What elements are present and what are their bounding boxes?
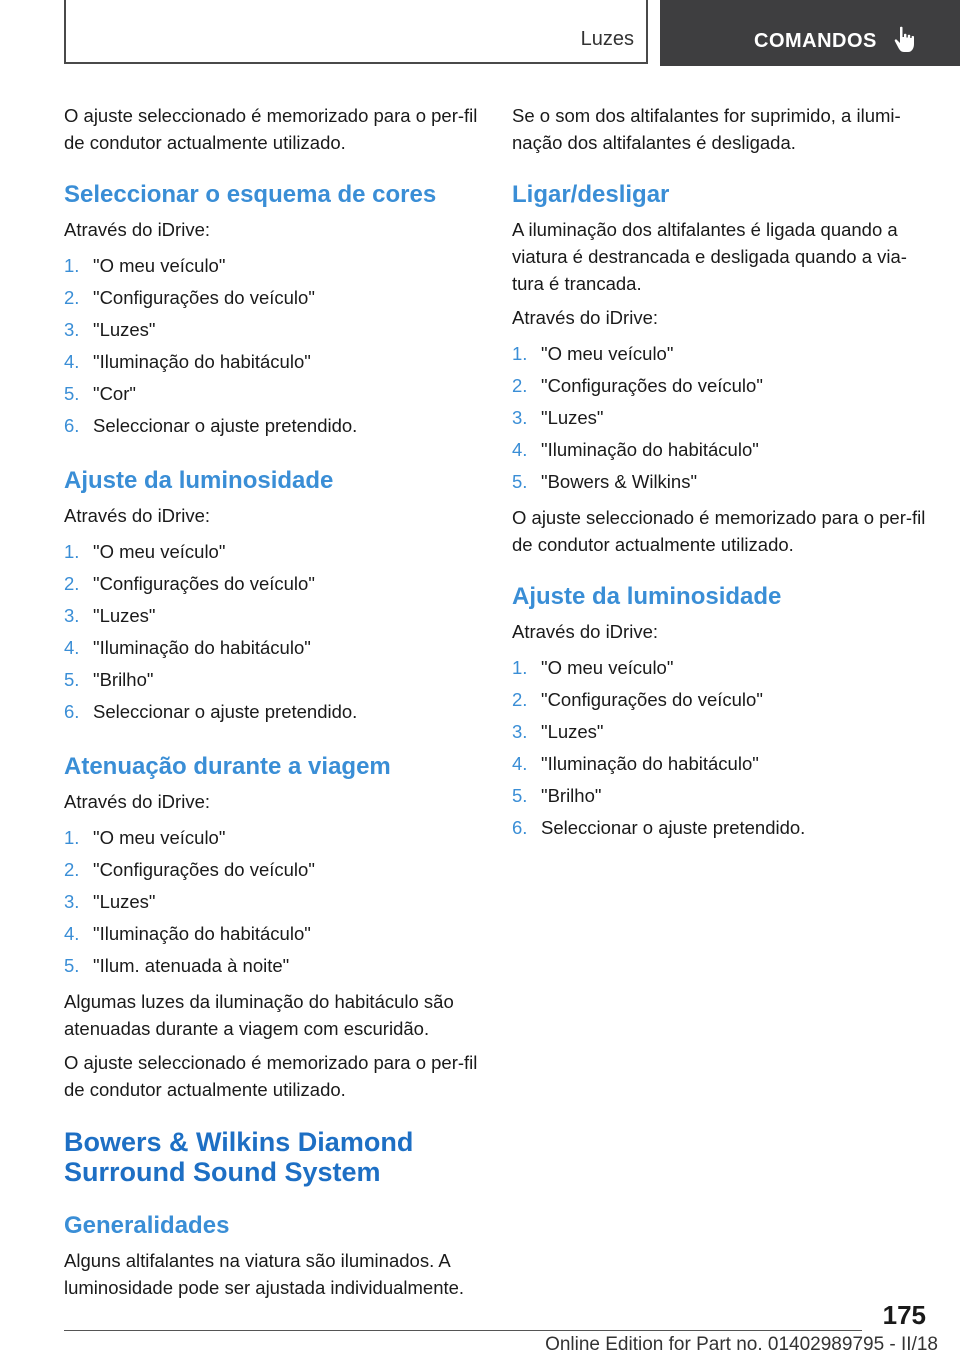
step-text: "Iluminação do habitáculo" bbox=[93, 351, 311, 372]
step-text: "Ilum. atenuada à noite" bbox=[93, 955, 290, 976]
step-number: 2. bbox=[64, 287, 80, 308]
step-item bbox=[512, 780, 926, 812]
on-off-steps bbox=[512, 338, 926, 498]
step-number: 3. bbox=[64, 319, 80, 340]
step-text: "Luzes" bbox=[541, 407, 604, 428]
step-text: "Luzes" bbox=[93, 891, 156, 912]
step-number: 5. bbox=[64, 669, 80, 690]
step-number: 5. bbox=[64, 955, 80, 976]
step-text: "Luzes" bbox=[93, 605, 156, 626]
step-text: "O meu veículo" bbox=[541, 657, 674, 678]
step-text: Seleccionar o ajuste pretendido. bbox=[93, 415, 358, 436]
step-text: "Cor" bbox=[93, 383, 136, 404]
step-number: 2. bbox=[64, 573, 80, 594]
step-item bbox=[64, 568, 478, 600]
step-number: 6. bbox=[64, 415, 80, 436]
on-off-lead: Através do iDrive: bbox=[512, 307, 658, 328]
step-item bbox=[64, 918, 478, 950]
step-text: "Configurações do veículo" bbox=[93, 573, 315, 594]
right-column bbox=[512, 102, 926, 850]
step-text: "Configurações do veículo" bbox=[93, 287, 315, 308]
general-paragraph: Alguns altifalantes na viatura são iluminados. A luminosidade pode ser ajustada individualmente. bbox=[64, 1250, 465, 1298]
step-item bbox=[64, 410, 478, 442]
colour-scheme-heading: Seleccionar o esquema de cores bbox=[64, 181, 437, 208]
step-text: "Configurações do veículo" bbox=[541, 689, 763, 710]
dimming-memory-paragraph: O ajuste seleccionado é memorizado para o per-fil de condutor actualmente utilizado. bbox=[64, 1052, 478, 1100]
step-item bbox=[512, 748, 926, 780]
step-number: 4. bbox=[64, 923, 80, 944]
step-item bbox=[64, 822, 478, 854]
step-item bbox=[64, 282, 478, 314]
step-text: "Brilho" bbox=[93, 669, 154, 690]
step-item bbox=[64, 378, 478, 410]
step-number: 4. bbox=[64, 637, 80, 658]
step-number: 1. bbox=[512, 657, 528, 678]
step-item bbox=[64, 536, 478, 568]
step-item bbox=[512, 370, 926, 402]
speaker-brightness-steps bbox=[512, 652, 926, 844]
step-item bbox=[64, 314, 478, 346]
step-text: "Iluminação do habitáculo" bbox=[93, 637, 311, 658]
step-item bbox=[512, 652, 926, 684]
dimming-lead: Através do iDrive: bbox=[64, 791, 210, 812]
step-item bbox=[512, 684, 926, 716]
chapter-tab bbox=[660, 0, 960, 66]
step-number: 5. bbox=[512, 471, 528, 492]
step-item bbox=[64, 346, 478, 378]
dimming-paragraph: Algumas luzes da iluminação do habitáculo são atenuadas durante a viagem com escuridão. bbox=[64, 991, 454, 1039]
step-text: "O meu veículo" bbox=[93, 255, 226, 276]
on-off-memory-paragraph: O ajuste seleccionado é memorizado para o per-fil de condutor actualmente utilizado. bbox=[512, 507, 926, 555]
step-item bbox=[64, 600, 478, 632]
header-section-box bbox=[64, 0, 648, 64]
step-item bbox=[64, 950, 478, 982]
step-text: "Configurações do veículo" bbox=[93, 859, 315, 880]
header-section-title: Luzes bbox=[580, 28, 634, 50]
footer-edition: Online Edition for Part no. 01402989795 - II/18 bbox=[545, 1334, 938, 1355]
step-item bbox=[512, 402, 926, 434]
step-number: 2. bbox=[512, 375, 528, 396]
step-text: "Iluminação do habitáculo" bbox=[93, 923, 311, 944]
step-item bbox=[64, 886, 478, 918]
step-number: 3. bbox=[512, 407, 528, 428]
footer-divider bbox=[64, 1330, 862, 1331]
speaker-brightness-lead: Através do iDrive: bbox=[512, 621, 658, 642]
on-off-paragraph: A iluminação dos altifalantes é ligada quando a viatura é destrancada e desligada quando a via-tura é trancada. bbox=[512, 219, 907, 294]
step-number: 6. bbox=[64, 701, 80, 722]
step-number: 5. bbox=[512, 785, 528, 806]
step-number: 1. bbox=[64, 541, 80, 562]
step-text: "Iluminação do habitáculo" bbox=[541, 753, 759, 774]
step-text: "Configurações do veículo" bbox=[541, 375, 763, 396]
step-text: Seleccionar o ajuste pretendido. bbox=[93, 701, 358, 722]
left-intro-text: O ajuste seleccionado é memorizado para o per-fil de condutor actualmente utilizado. bbox=[64, 105, 478, 153]
step-text: "O meu veículo" bbox=[93, 541, 226, 562]
brightness-heading: Ajuste da luminosidade bbox=[64, 467, 334, 494]
step-number: 4. bbox=[512, 753, 528, 774]
on-off-heading: Ligar/desligar bbox=[512, 181, 670, 208]
bowers-wilkins-heading: Bowers & Wilkins Diamond Surround Sound System bbox=[64, 1127, 414, 1187]
hand-pointer-icon bbox=[894, 26, 920, 54]
step-number: 2. bbox=[512, 689, 528, 710]
step-number: 3. bbox=[64, 605, 80, 626]
general-heading: Generalidades bbox=[64, 1212, 230, 1239]
step-item bbox=[512, 338, 926, 370]
step-number: 4. bbox=[512, 439, 528, 460]
brightness-steps bbox=[64, 536, 478, 728]
step-number: 4. bbox=[64, 351, 80, 372]
step-number: 1. bbox=[64, 827, 80, 848]
step-item bbox=[64, 854, 478, 886]
step-number: 1. bbox=[512, 343, 528, 364]
step-item bbox=[512, 434, 926, 466]
step-text: "Luzes" bbox=[93, 319, 156, 340]
step-item bbox=[512, 716, 926, 748]
brightness-lead: Através do iDrive: bbox=[64, 505, 210, 526]
speaker-brightness-heading: Ajuste da luminosidade bbox=[512, 583, 782, 610]
step-number: 3. bbox=[64, 891, 80, 912]
step-number: 3. bbox=[512, 721, 528, 742]
step-number: 2. bbox=[64, 859, 80, 880]
step-text: "Luzes" bbox=[541, 721, 604, 742]
step-text: "Iluminação do habitáculo" bbox=[541, 439, 759, 460]
step-number: 5. bbox=[64, 383, 80, 404]
step-text: "Brilho" bbox=[541, 785, 602, 806]
step-text: Seleccionar o ajuste pretendido. bbox=[541, 817, 806, 838]
step-item bbox=[512, 812, 926, 844]
dimming-heading: Atenuação durante a viagem bbox=[64, 753, 391, 780]
step-number: 6. bbox=[512, 817, 528, 838]
step-item bbox=[64, 696, 478, 728]
step-number: 1. bbox=[64, 255, 80, 276]
step-text: "O meu veículo" bbox=[541, 343, 674, 364]
step-item bbox=[64, 664, 478, 696]
step-item bbox=[64, 250, 478, 282]
chapter-title: COMANDOS bbox=[754, 30, 877, 52]
colour-scheme-lead: Através do iDrive: bbox=[64, 219, 210, 240]
page-number: 175 bbox=[882, 1300, 926, 1330]
step-text: "O meu veículo" bbox=[93, 827, 226, 848]
step-item bbox=[64, 632, 478, 664]
step-text: "Bowers & Wilkins" bbox=[541, 471, 698, 492]
left-column bbox=[64, 102, 478, 1308]
step-item bbox=[512, 466, 926, 498]
colour-scheme-steps bbox=[64, 250, 478, 442]
dimming-steps bbox=[64, 822, 478, 982]
right-intro-text: Se o som dos altifalantes for suprimido, a ilumi-nação dos altifalantes é desligada. bbox=[512, 105, 901, 153]
